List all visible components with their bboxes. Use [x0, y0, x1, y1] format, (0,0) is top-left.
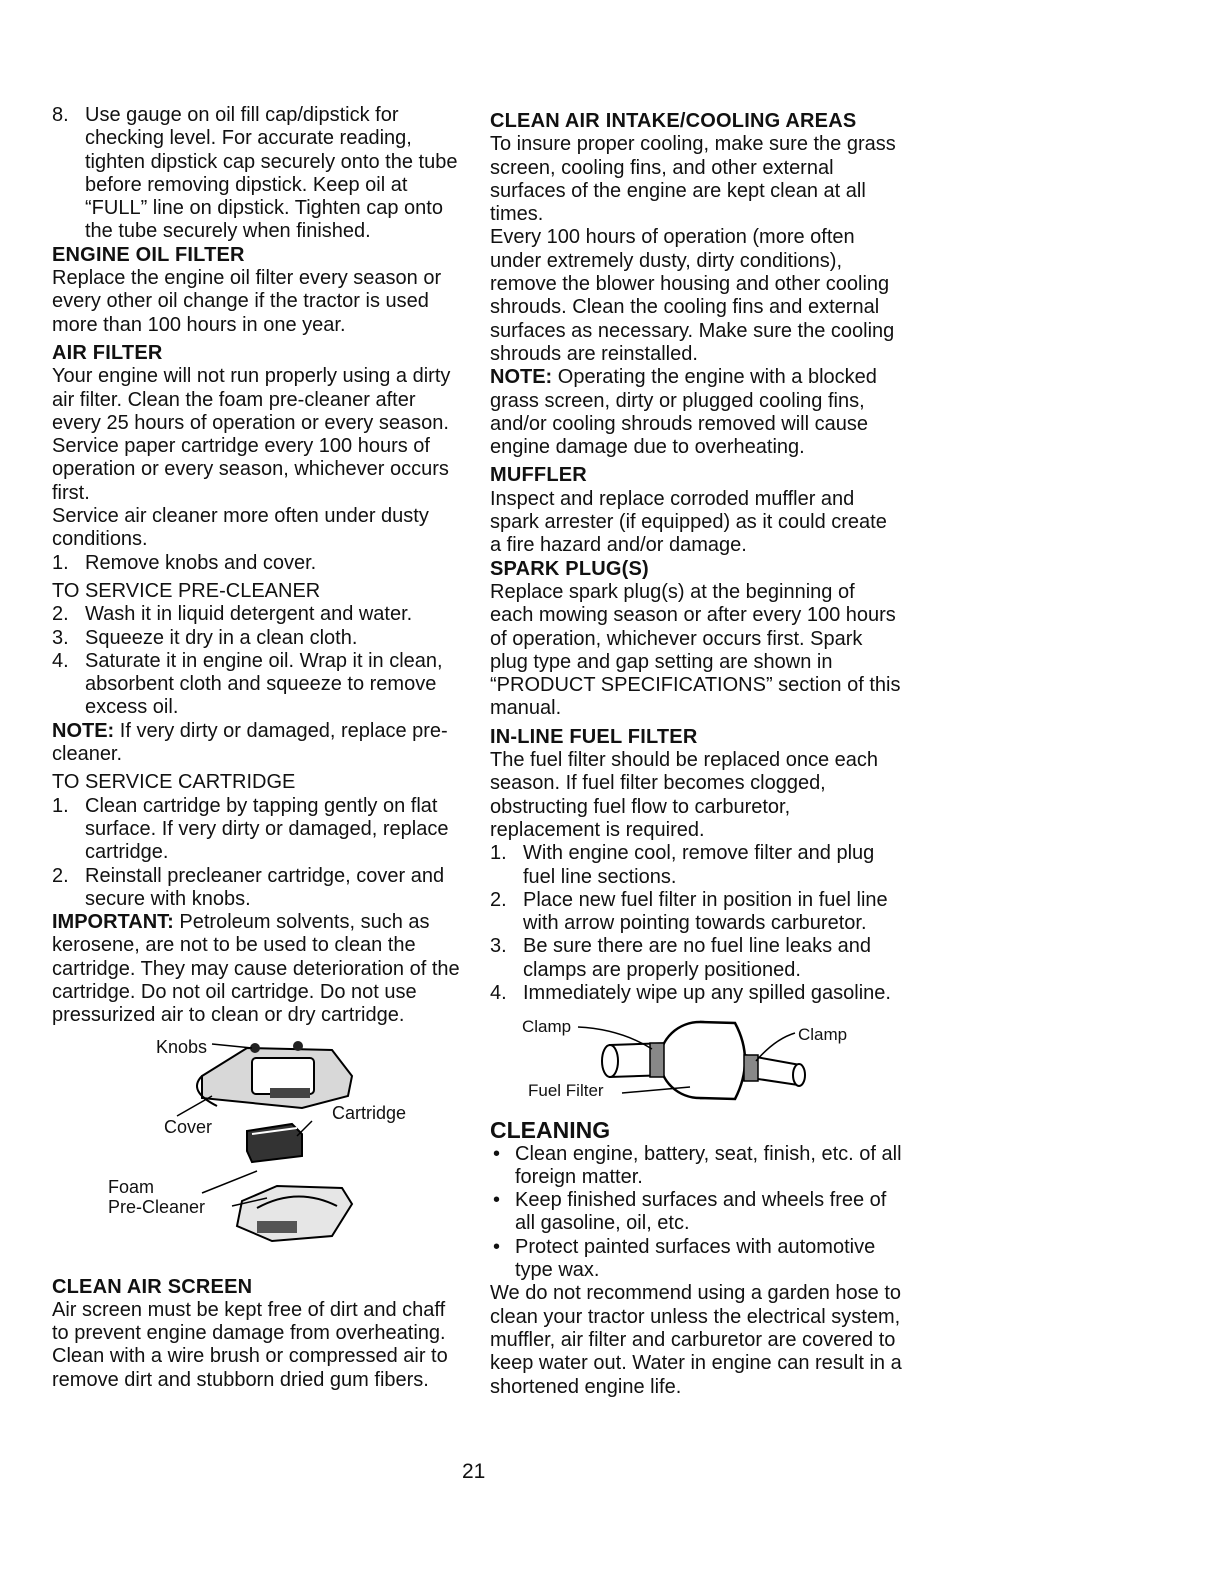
fuel-filter-heading: IN-LINE FUEL FILTER [490, 725, 698, 748]
pre-cleaner-step [52, 650, 462, 720]
pre-cleaner-step [52, 603, 462, 626]
step-text: Place new fuel filter in position in fuel line with arrow pointing towards carburetor. [523, 888, 888, 935]
step-text: Remove knobs and cover. [85, 551, 317, 574]
cartridge-step [52, 865, 462, 912]
fuel-filter-step [490, 935, 902, 982]
step-text: With engine cool, remove filter and plug fuel line sections. [523, 842, 875, 888]
engine-oil-filter-body: Replace the engine oil filter every season or every other oil change if the tractor is used more than 100 hours in one year. [52, 267, 442, 336]
bullet-text: Keep finished surfaces and wheels free of all gasoline, oil, etc. [515, 1189, 887, 1235]
step-text: Be sure there are no fuel line leaks and clamps are properly positioned. [523, 935, 871, 981]
cartridge-heading: TO SERVICE CARTRIDGE [52, 771, 296, 794]
muffler-heading: MUFFLER [490, 464, 587, 487]
right-column [490, 110, 902, 1399]
air-filter-body-2: Service air cleaner more often under dusty conditions. [52, 505, 429, 551]
bullet-mark: • [493, 1189, 501, 1212]
pre-cleaner-step [52, 627, 462, 650]
clamp-right-label: Clamp [798, 1025, 848, 1045]
intake-note [490, 366, 902, 459]
air-filter-illustration [52, 1036, 462, 1276]
clean-air-screen-heading: CLEAN AIR SCREEN [52, 1275, 253, 1298]
pre-cleaner-note [52, 720, 462, 767]
step-number: 4. [52, 649, 69, 672]
spark-plug-body: Replace spark plug(s) at the beginning of each mowing season or after every 100 hours of operation, whichever occurs first. Spark plug type and gap setting are shown in “PRODUCT SPECIFICATIONS” section of this manual. [490, 580, 901, 720]
step-number: 2. [490, 888, 507, 911]
step-text: Saturate it in engine oil. Wrap it in clean, absorbent cloth and squeeze to remove excess oil. [85, 649, 443, 719]
cleaning-bullet [490, 1143, 902, 1190]
cover-label: Cover [164, 1116, 213, 1137]
cleaning-heading: CLEANING [490, 1117, 611, 1144]
note-text: Operating the engine with a blocked grass screen, dirty or plugged cooling fins, and/or cooling shrouds removed will cause engine damage due to overheating. [490, 366, 877, 459]
fuel-filter-body: The fuel filter should be replaced once each season. If fuel filter becomes clogged, obstructing fuel flow to carburetor, replacement is required. [490, 749, 879, 841]
cartridge-step [52, 795, 462, 865]
spark-plug-heading: SPARK PLUG(S) [490, 557, 649, 580]
step-number: 3. [52, 626, 69, 649]
step-text: Immediately wipe up any spilled gasoline. [523, 981, 891, 1004]
cartridge-label: Cartridge [332, 1102, 407, 1123]
step-number: 8. [52, 104, 69, 126]
important-notice [52, 911, 462, 1027]
step-number: 1. [52, 551, 69, 574]
bullet-text: Protect painted surfaces with automotive type wax. [515, 1235, 876, 1282]
intake-body-1: To insure proper cooling, make sure the grass screen, cooling fins, and other external surfaces of the engine are kept clean at all times. [490, 133, 896, 226]
left-column [52, 104, 462, 1392]
step-text: Squeeze it dry in a clean cloth. [85, 626, 358, 649]
fuel-filter-step [490, 842, 902, 889]
step-number: 2. [52, 864, 69, 887]
step-number: 1. [52, 794, 69, 817]
note-text: If very dirty or damaged, replace pre-cleaner. [52, 719, 448, 766]
knobs-label: Knobs [156, 1036, 208, 1057]
pre-cleaner-heading: TO SERVICE PRE-CLEANER [52, 579, 321, 602]
step-number: 3. [490, 935, 507, 958]
fuel-filter-diagram [490, 1015, 902, 1113]
step-text: Reinstall precleaner cartridge, cover and secure with knobs. [85, 864, 445, 910]
air-filter-body-1: Your engine will not run properly using a dirty air filter. Clean the foam pre-cleaner after every 25 hours of operation or every season. Service paper cartridge every 100 hours of operation or every season, whichever occurs first. [52, 365, 451, 504]
note-label: NOTE: [52, 719, 115, 742]
important-text: Petroleum solvents, such as kerosene, are not to be used to clean the cartridge. They may cause deterioration of the cartridge. Do not oil cartridge. Do not use pressurized air to clean or dry cartridge. [52, 911, 460, 1027]
step-number: 1. [490, 842, 507, 865]
foam-label: Foam [108, 1176, 155, 1197]
step-number: 2. [52, 603, 69, 626]
clamp-left-label: Clamp [522, 1017, 572, 1037]
fuel-filter-step [490, 982, 902, 1005]
fuel-filter-label: Fuel Filter [528, 1081, 604, 1101]
step-text: Clean cartridge by tapping gently on flat surface. If very dirty or damaged, replace cartridge. [85, 794, 449, 864]
page-number: 21 [462, 1460, 486, 1483]
air-filter-step-1 [52, 552, 462, 575]
cleaning-bullet [490, 1236, 902, 1283]
note-label: NOTE: [490, 366, 553, 389]
oil-level-step-8 [52, 104, 462, 244]
air-filter-heading: AIR FILTER [52, 341, 163, 364]
bullet-mark: • [493, 1142, 501, 1165]
bullet-text: Clean engine, battery, seat, finish, etc. of all foreign matter. [515, 1142, 902, 1188]
engine-oil-filter-heading: ENGINE OIL FILTER [52, 243, 245, 266]
step-text: Use gauge on oil fill cap/dipstick for checking level. For accurate reading, tighten dipstick cap securely onto the tube before removing dipstick. Keep oil at “FULL” line on dipstick. Tighten cap onto the tube securely when finished. [85, 104, 458, 243]
step-number: 4. [490, 981, 507, 1004]
clean-air-screen-body: Air screen must be kept free of dirt and chaff to prevent engine damage from overheating. Clean with a wire brush or compressed air to remove dirt and stubborn dried gum fibers. [52, 1298, 448, 1391]
intake-body-2: Every 100 hours of operation (more often under extremely dusty, dirty conditions), remove the blower housing and other cooling shrouds. Clean the cooling fins and external surfaces as necessary. Make sure the cooling shrouds are reinstalled. [490, 226, 895, 365]
bullet-mark: • [493, 1235, 501, 1258]
step-text: Wash it in liquid detergent and water. [85, 603, 413, 626]
pre-cleaner-label: Pre-Cleaner [108, 1196, 206, 1217]
important-label: IMPORTANT: [52, 911, 174, 934]
cleaning-bullet [490, 1189, 902, 1236]
muffler-body: Inspect and replace corroded muffler and spark arrester (if equipped) as it could create a fire hazard and/or damage. [490, 487, 887, 557]
intake-cooling-heading: CLEAN AIR INTAKE/COOLING AREAS [490, 110, 857, 132]
cleaning-body: We do not recommend using a garden hose to clean your tractor unless the electrical system, muffler, air filter and carburetor are covered to keep water out. Water in engine can result in a shortened engine life. [490, 1282, 902, 1398]
air-filter-diagram [52, 1036, 462, 1276]
fuel-filter-step [490, 889, 902, 936]
